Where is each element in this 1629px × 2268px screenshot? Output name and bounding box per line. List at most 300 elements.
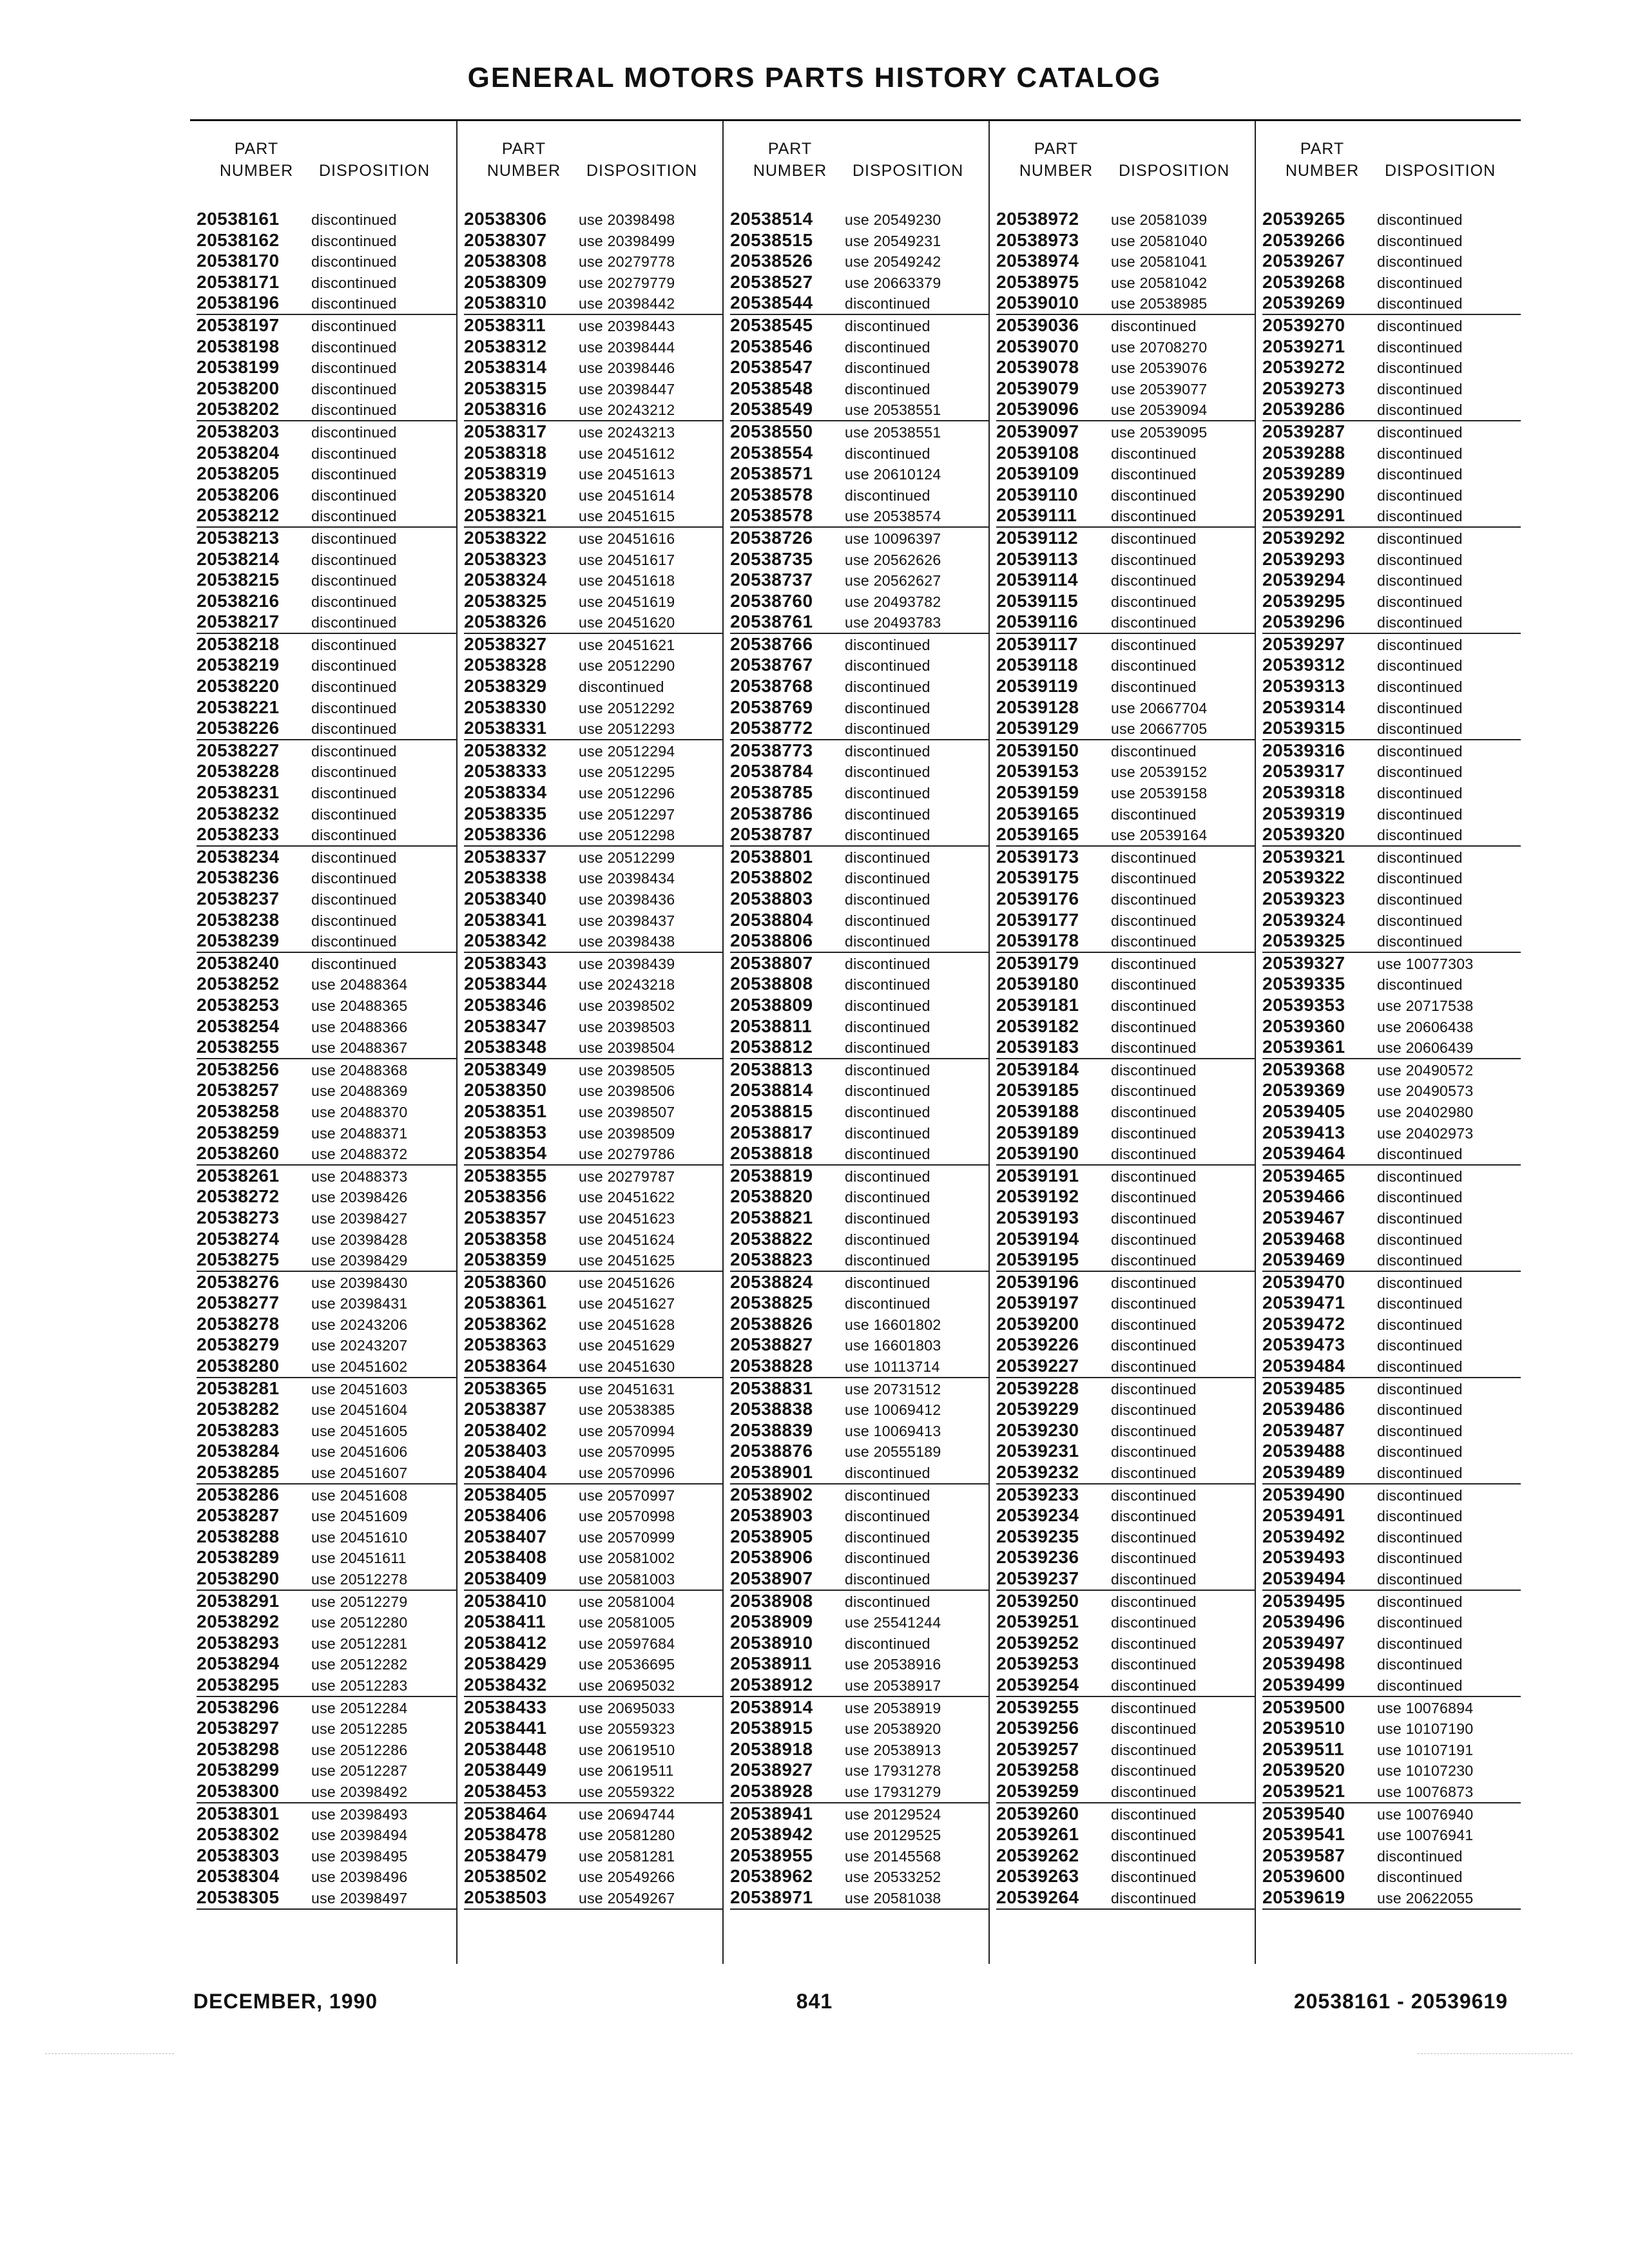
disposition: use 20694744 xyxy=(579,1805,675,1823)
disposition: discontinued xyxy=(1111,1146,1197,1163)
part-number: 20539313 xyxy=(1262,676,1345,697)
part-number: 20539196 xyxy=(996,1271,1079,1292)
part-number: 20539257 xyxy=(996,1738,1079,1759)
part-number: 20538912 xyxy=(730,1674,813,1695)
part-number: 20538278 xyxy=(197,1313,280,1334)
part-number: 20538824 xyxy=(730,1271,813,1292)
part-number: 20539115 xyxy=(996,590,1079,611)
table-row xyxy=(730,1441,988,1462)
disposition: discontinued xyxy=(1377,486,1463,504)
table-row xyxy=(464,1887,722,1910)
table-row xyxy=(1262,1356,1521,1378)
part-number: 20539327 xyxy=(1262,952,1345,973)
part-number: 20538228 xyxy=(197,761,280,782)
disposition: use 20570996 xyxy=(579,1465,675,1482)
part-number: 20539292 xyxy=(1262,527,1345,548)
disposition: discontinued xyxy=(1111,1635,1197,1652)
part-number: 20538233 xyxy=(197,824,280,845)
table-row xyxy=(197,803,456,825)
part-number: 20539227 xyxy=(996,1356,1079,1376)
part-number: 20538257 xyxy=(197,1080,280,1100)
table-row xyxy=(1262,549,1521,570)
part-number: 20538275 xyxy=(197,1249,280,1270)
part-number: 20538306 xyxy=(464,209,547,229)
table-row xyxy=(730,1568,988,1591)
disposition: use 20610124 xyxy=(845,466,941,483)
table-row xyxy=(464,528,722,549)
disposition: use 20451630 xyxy=(579,1358,675,1376)
disposition: discontinued xyxy=(311,699,397,716)
disposition: discontinued xyxy=(845,1528,930,1546)
disposition: discontinued xyxy=(1111,912,1197,929)
disposition: discontinued xyxy=(311,933,397,950)
table-row xyxy=(730,1675,988,1697)
table-row xyxy=(996,1824,1255,1845)
part-number: 20538162 xyxy=(197,229,280,250)
table-row xyxy=(1262,251,1521,272)
part-number: 20538915 xyxy=(730,1718,813,1738)
table-row xyxy=(996,782,1255,803)
table-row xyxy=(464,740,722,762)
part-number: 20538761 xyxy=(730,611,813,632)
table-row xyxy=(996,1739,1255,1760)
disposition: discontinued xyxy=(845,1571,930,1588)
disposition: discontinued xyxy=(1111,1018,1197,1035)
table-row xyxy=(996,1143,1255,1166)
table-row xyxy=(197,1293,456,1314)
part-number: 20538550 xyxy=(730,421,813,441)
part-number: 20539268 xyxy=(1262,271,1345,292)
disposition: discontinued xyxy=(1377,1486,1463,1504)
part-number: 20539097 xyxy=(996,421,1079,441)
disposition: discontinued xyxy=(311,764,397,781)
part-number: 20538825 xyxy=(730,1293,813,1313)
part-number: 20538279 xyxy=(197,1334,280,1355)
part-number: 20538320 xyxy=(464,484,547,505)
table-row xyxy=(996,378,1255,399)
table-row xyxy=(996,910,1255,931)
part-number: 20538804 xyxy=(730,909,813,930)
table-row xyxy=(464,1803,722,1825)
part-number: 20538365 xyxy=(464,1378,547,1398)
disposition: discontinued xyxy=(1111,805,1197,823)
table-row xyxy=(730,676,988,697)
part-number: 20539472 xyxy=(1262,1313,1345,1334)
part-number: 20538227 xyxy=(197,740,280,760)
table-row xyxy=(730,336,988,358)
part-number: 20539255 xyxy=(996,1696,1079,1717)
part-number: 20539254 xyxy=(996,1674,1079,1695)
disposition: use 20562626 xyxy=(845,551,941,568)
disposition: use 20488369 xyxy=(311,1082,408,1100)
disposition: discontinued xyxy=(1377,891,1463,908)
table-row xyxy=(1262,1272,1521,1293)
table-row xyxy=(1262,1314,1521,1335)
disposition: discontinued xyxy=(311,466,397,483)
table-row xyxy=(996,1080,1255,1101)
disposition: use 20398496 xyxy=(311,1869,408,1886)
part-number: 20538322 xyxy=(464,527,547,548)
table-row xyxy=(730,1866,988,1887)
table-row xyxy=(996,1653,1255,1675)
part-number: 20538330 xyxy=(464,697,547,717)
table-row xyxy=(1262,930,1521,953)
part-number: 20538547 xyxy=(730,357,813,378)
disposition: discontinued xyxy=(311,912,397,929)
table-row xyxy=(197,1485,456,1506)
table-row xyxy=(464,1462,722,1485)
part-number: 20539079 xyxy=(996,378,1079,398)
part-number: 20538909 xyxy=(730,1611,813,1632)
disposition: use 20451629 xyxy=(579,1337,675,1354)
part-number: 20539232 xyxy=(996,1462,1079,1483)
table-row xyxy=(996,676,1255,697)
part-number: 20539189 xyxy=(996,1122,1079,1142)
disposition: use 20570995 xyxy=(579,1443,675,1461)
part-number: 20539113 xyxy=(996,548,1079,569)
part-number: 20538302 xyxy=(197,1824,280,1845)
part-number: 20538908 xyxy=(730,1590,813,1611)
table-row xyxy=(730,505,988,528)
table-row xyxy=(197,634,456,655)
part-number: 20538307 xyxy=(464,229,547,250)
part-number: 20539181 xyxy=(996,994,1079,1015)
table-row xyxy=(730,1420,988,1441)
part-number: 20539324 xyxy=(1262,909,1345,930)
part-number: 20539109 xyxy=(996,463,1079,484)
table-row xyxy=(197,1101,456,1122)
table-row xyxy=(197,1633,456,1654)
table-row xyxy=(1262,867,1521,889)
part-number: 20538546 xyxy=(730,336,813,356)
part-number: 20539231 xyxy=(996,1441,1079,1461)
table-row xyxy=(464,463,722,485)
table-row xyxy=(1262,1420,1521,1441)
disposition: discontinued xyxy=(845,1018,930,1035)
part-number: 20538448 xyxy=(464,1738,547,1759)
table-row xyxy=(730,930,988,953)
disposition: discontinued xyxy=(1111,1039,1197,1057)
disposition: discontinued xyxy=(1377,1528,1463,1546)
part-number: 20539510 xyxy=(1262,1718,1345,1738)
part-number: 20538971 xyxy=(730,1887,813,1907)
disposition: use 20451603 xyxy=(311,1380,408,1398)
disposition: discontinued xyxy=(1111,1443,1197,1461)
disposition: discontinued xyxy=(1377,1571,1463,1588)
table-row xyxy=(464,421,722,443)
part-number: 20538214 xyxy=(197,548,280,569)
column-header xyxy=(724,138,988,202)
table-row xyxy=(730,974,988,995)
table-row xyxy=(464,251,722,272)
disposition: use 20451628 xyxy=(579,1316,675,1333)
part-number: 20539360 xyxy=(1262,1015,1345,1036)
part-number: 20538784 xyxy=(730,761,813,782)
disposition: discontinued xyxy=(1111,1103,1197,1120)
table-row xyxy=(996,357,1255,378)
part-number: 20538315 xyxy=(464,378,547,398)
disposition: discontinued xyxy=(1111,486,1197,504)
table-row xyxy=(464,1526,722,1548)
table-row xyxy=(464,761,722,782)
disposition: use 10069413 xyxy=(845,1422,941,1439)
disposition: discontinued xyxy=(845,1061,930,1079)
part-number: 20538326 xyxy=(464,611,547,632)
disposition: use 20243207 xyxy=(311,1337,408,1354)
part-number: 20539110 xyxy=(996,484,1079,505)
part-number: 20539314 xyxy=(1262,697,1345,717)
disposition: discontinued xyxy=(1111,1699,1197,1716)
table-row xyxy=(730,1249,988,1272)
table-row xyxy=(996,1803,1255,1825)
part-number: 20538453 xyxy=(464,1780,547,1801)
disposition: discontinued xyxy=(845,636,930,653)
disposition: discontinued xyxy=(1111,997,1197,1014)
disposition: discontinued xyxy=(1377,720,1463,738)
disposition: discontinued xyxy=(1377,1656,1463,1673)
table-row xyxy=(996,1887,1255,1910)
part-number: 20538910 xyxy=(730,1632,813,1653)
table-row xyxy=(464,399,722,421)
part-number: 20538304 xyxy=(197,1866,280,1887)
disposition: use 20606438 xyxy=(1377,1018,1474,1035)
table-row xyxy=(730,315,988,336)
part-number: 20538303 xyxy=(197,1845,280,1865)
part-number: 20538281 xyxy=(197,1378,280,1398)
table-row xyxy=(1262,1378,1521,1399)
part-number: 20539159 xyxy=(996,782,1079,803)
part-header-line2: NUMBER xyxy=(1019,162,1094,180)
disposition: discontinued xyxy=(845,295,930,312)
disposition: discontinued xyxy=(1377,1635,1463,1652)
table-row xyxy=(197,485,456,506)
footer-date: DECEMBER, 1990 xyxy=(193,1990,378,2013)
table-row xyxy=(464,1399,722,1420)
table-row xyxy=(464,930,722,953)
disposition: use 20512294 xyxy=(579,742,675,760)
table-row xyxy=(464,889,722,910)
disposition: discontinued xyxy=(1111,1571,1197,1588)
disposition: use 20512292 xyxy=(579,699,675,716)
disposition: discontinued xyxy=(845,1508,930,1525)
table-row xyxy=(464,357,722,378)
part-number: 20539521 xyxy=(1262,1780,1345,1801)
disposition: use 20451622 xyxy=(579,1189,675,1206)
disposition: discontinued xyxy=(1377,614,1463,631)
part-number: 20539117 xyxy=(996,633,1079,654)
disposition: discontinued xyxy=(845,1039,930,1057)
table-row xyxy=(464,655,722,676)
table-row xyxy=(996,1378,1255,1399)
table-row xyxy=(730,272,988,293)
disposition: use 20398437 xyxy=(579,912,675,929)
disposition: discontinued xyxy=(1377,551,1463,568)
table-row xyxy=(197,867,456,889)
disposition: use 20512293 xyxy=(579,720,675,738)
disposition: discontinued xyxy=(1111,1528,1197,1546)
part-number-header xyxy=(208,138,305,182)
disposition: discontinued xyxy=(311,870,397,887)
table-row xyxy=(464,953,722,974)
part-number: 20539229 xyxy=(996,1399,1079,1419)
table-row xyxy=(1262,230,1521,251)
disposition-header: DISPOSITION xyxy=(853,162,964,180)
part-number: 20539259 xyxy=(996,1780,1079,1801)
part-number: 20539293 xyxy=(1262,548,1345,569)
part-number: 20538317 xyxy=(464,421,547,441)
table-row xyxy=(996,528,1255,549)
table-row xyxy=(730,1037,988,1059)
table-row xyxy=(996,1186,1255,1207)
table-row xyxy=(730,549,988,570)
part-number: 20538170 xyxy=(197,251,280,271)
part-number: 20538334 xyxy=(464,782,547,803)
disposition: discontinued xyxy=(1377,274,1463,291)
part-number: 20539484 xyxy=(1262,1356,1345,1376)
table-row xyxy=(197,1760,456,1781)
disposition: discontinued xyxy=(845,1295,930,1312)
disposition: use 20451624 xyxy=(579,1231,675,1248)
disposition: discontinued xyxy=(1377,742,1463,760)
table-row xyxy=(464,1080,722,1101)
part-number: 20539258 xyxy=(996,1760,1079,1780)
disposition: discontinued xyxy=(1111,849,1197,866)
table-row xyxy=(197,293,456,315)
part-number: 20538803 xyxy=(730,889,813,908)
table-row xyxy=(197,1824,456,1845)
part-number: 20538310 xyxy=(464,293,547,313)
part-number: 20538196 xyxy=(197,293,280,313)
table-row xyxy=(464,1101,722,1122)
part-number: 20538239 xyxy=(197,930,280,951)
part-number: 20539469 xyxy=(1262,1249,1345,1270)
part-number: 20539413 xyxy=(1262,1122,1345,1142)
table-row xyxy=(730,953,988,974)
disposition: discontinued xyxy=(1111,1508,1197,1525)
table-row xyxy=(996,463,1255,485)
table-row xyxy=(197,591,456,612)
table-row xyxy=(197,910,456,931)
disposition: use 20512285 xyxy=(311,1720,408,1738)
table-row xyxy=(464,1186,722,1207)
table-row xyxy=(464,867,722,889)
part-number: 20538205 xyxy=(197,463,280,484)
part-header-line1: PART xyxy=(1034,140,1079,158)
disposition: use 10107230 xyxy=(1377,1762,1474,1780)
part-number: 20539466 xyxy=(1262,1186,1345,1207)
part-number: 20538903 xyxy=(730,1505,813,1526)
table-row xyxy=(996,1760,1255,1781)
disposition: discontinued xyxy=(1377,827,1463,844)
part-number: 20538349 xyxy=(464,1059,547,1079)
disposition: discontinued xyxy=(845,785,930,802)
disposition: discontinued xyxy=(1377,1209,1463,1227)
disposition: discontinued xyxy=(1111,1124,1197,1142)
part-number: 20539253 xyxy=(996,1653,1079,1674)
disposition: use 20398506 xyxy=(579,1082,675,1100)
part-number: 20538975 xyxy=(996,271,1079,292)
table-row xyxy=(730,634,988,655)
part-number: 20538255 xyxy=(197,1037,280,1057)
part-number: 20539190 xyxy=(996,1143,1079,1164)
disposition: discontinued xyxy=(1111,530,1197,547)
table-row xyxy=(197,1781,456,1803)
disposition: discontinued xyxy=(311,401,397,419)
disposition: use 20451606 xyxy=(311,1443,408,1461)
table-row xyxy=(464,803,722,825)
part-number: 20538807 xyxy=(730,952,813,973)
table-row xyxy=(730,251,988,272)
disposition: use 20451619 xyxy=(579,593,675,610)
footer-page-number: 841 xyxy=(796,1990,833,2013)
part-number: 20538171 xyxy=(197,271,280,292)
table-row xyxy=(730,1314,988,1335)
table-row xyxy=(1262,443,1521,464)
part-number: 20538941 xyxy=(730,1803,813,1823)
disposition: use 20145568 xyxy=(845,1847,941,1865)
part-number: 20539317 xyxy=(1262,761,1345,782)
table-row xyxy=(1262,399,1521,421)
table-row xyxy=(1262,1334,1521,1356)
part-number: 20538545 xyxy=(730,314,813,335)
part-number: 20539252 xyxy=(996,1632,1079,1653)
table-row xyxy=(197,1399,456,1420)
disposition: discontinued xyxy=(1111,1550,1197,1567)
part-number: 20538405 xyxy=(464,1484,547,1504)
part-number: 20538333 xyxy=(464,761,547,782)
part-number: 20539256 xyxy=(996,1718,1079,1738)
table-row xyxy=(1262,1143,1521,1166)
disposition: discontinued xyxy=(311,338,397,356)
column-header xyxy=(990,138,1255,202)
disposition: use 10096397 xyxy=(845,530,941,547)
disposition-header: DISPOSITION xyxy=(319,162,430,180)
part-number: 20538410 xyxy=(464,1590,547,1611)
table-row xyxy=(996,1781,1255,1803)
disposition: use 20451611 xyxy=(311,1550,407,1567)
table-row xyxy=(996,1441,1255,1462)
part-number: 20538286 xyxy=(197,1484,280,1504)
part-number: 20539470 xyxy=(1262,1271,1345,1292)
disposition: use 20512297 xyxy=(579,805,675,823)
table-row xyxy=(996,1334,1255,1356)
part-number: 20538839 xyxy=(730,1419,813,1440)
disposition: use 20451618 xyxy=(579,572,675,590)
part-number: 20539112 xyxy=(996,527,1079,548)
part-number: 20538234 xyxy=(197,846,280,867)
disposition: discontinued xyxy=(579,678,664,696)
part-number: 20538338 xyxy=(464,867,547,888)
disposition: discontinued xyxy=(1377,445,1463,462)
table-row xyxy=(730,889,988,910)
table-row xyxy=(1262,740,1521,762)
table-row xyxy=(996,847,1255,868)
part-number: 20539540 xyxy=(1262,1803,1345,1823)
disposition: discontinued xyxy=(311,380,397,398)
part-number: 20539271 xyxy=(1262,336,1345,356)
disposition: use 20488366 xyxy=(311,1018,408,1035)
disposition: use 20597684 xyxy=(579,1635,675,1652)
table-row xyxy=(996,1166,1255,1187)
disposition: use 10076941 xyxy=(1377,1827,1474,1844)
part-number: 20538831 xyxy=(730,1378,813,1398)
part-number: 20539288 xyxy=(1262,442,1345,463)
part-number: 20538432 xyxy=(464,1674,547,1695)
disposition: use 20538385 xyxy=(579,1401,675,1419)
table-row xyxy=(464,1334,722,1356)
table-row xyxy=(1262,1591,1521,1612)
part-number: 20538449 xyxy=(464,1760,547,1780)
